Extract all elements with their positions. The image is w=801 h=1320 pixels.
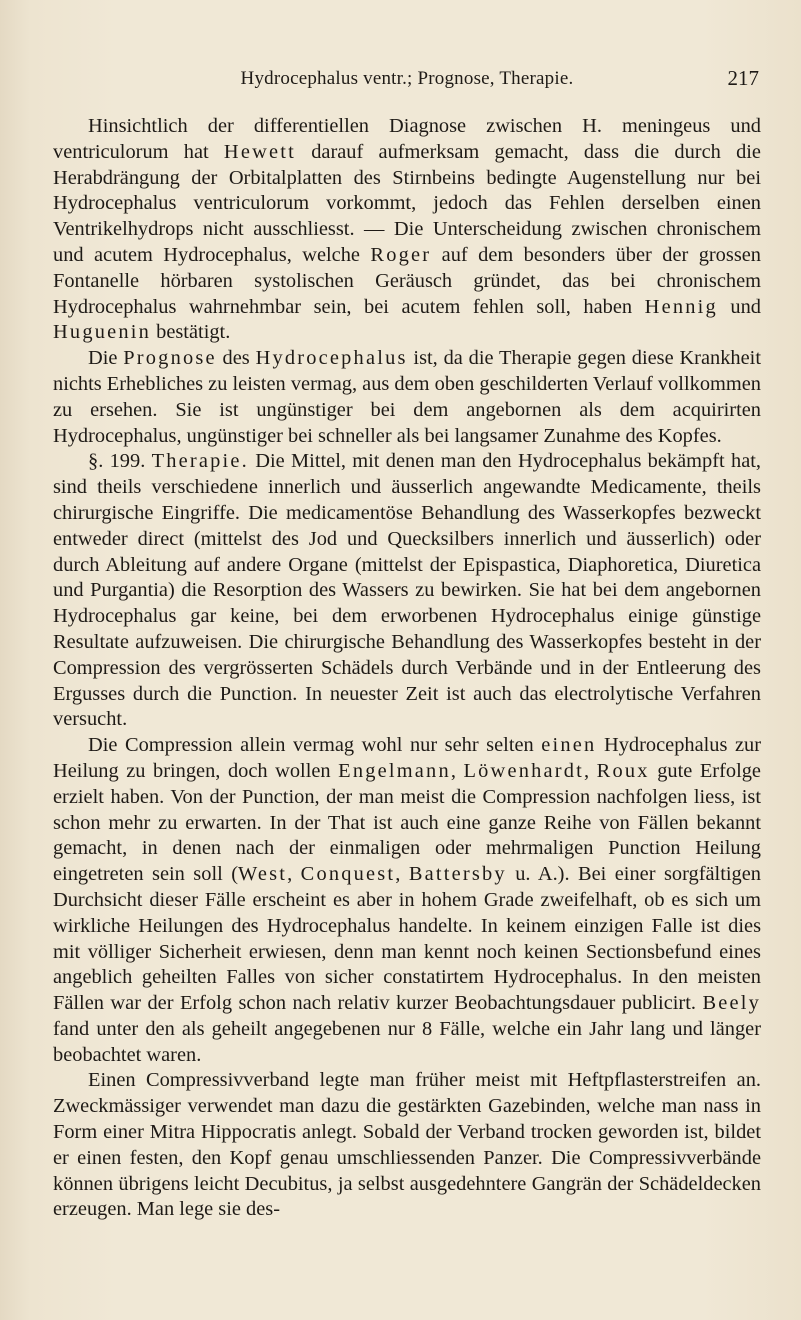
emphasized-name: Engelmann	[338, 759, 451, 782]
text-run: Hinsichtlich der differentiellen Diagnose zwischen H. meningeus und ventriculorum hat	[53, 115, 761, 163]
text-run: fand unter den als geheilt angegebenen nur 8 Fälle, welche ein Jahr lang und länger beobachtet waren.	[53, 1017, 761, 1066]
text-run: §. 199.	[88, 450, 152, 473]
text-run: und	[717, 295, 761, 318]
text-run: Die Mittel, mit denen man den Hydrocephalus bekämpft hat, sind theils verschiedene innerlich und äusserlich angewandte Medicamente, theils chirurgische Eingriffe. Die medicamentöse Behandlung des Wasserkopfes bezweckt entweder direct (mittelst des Jod und Quecksilbers innerlich und äusserlich) oder durch Ableitung auf andere Organe (mittelst der Epispastica, Diaphoretica, Diuretica und Purgantia) die Resorption des Wassers zu bewirken. Sie hat bei dem angebornen Hydrocephalus gar keine, bei dem erworbenen Hydrocephalus einige günstige Resultate aufzuweisen. Die chirurgische Behandlung des Wasserkopfes besteht in der Compression des vergrösserten Schädels durch Verbände und in der Entleerung des Ergusses durch die Punction. In neuester Zeit ist auch das electrolytische Verfahren versucht.	[53, 450, 762, 731]
paragraph-prognosis	[53, 346, 761, 449]
emphasized-name: Conquest	[300, 863, 396, 886]
text-run: darauf aufmerksam gemacht, dass die durch die Herabdrängung der Orbitalplatten des Stirnbeins bedingte Augenstellung nur bei Hydrocephalus ventriculorum vorkommt, jedoch das Fehlen derselben einen Ventrikelhydrops nicht ausschliesst. — Die Unterscheidung zwischen chronischem und acutem Hydrocephalus, welche	[53, 140, 761, 266]
text-run: gute Erfolge erzielt haben. Von der Punction, der man meist die Compression nachfolgen liess, ist schon mehr zu erwarten. In der That ist auch eine ganze Reihe von Fällen bekannt gemacht, in denen nach der einmaligen oder mehrmaligen Punction Heilung eingetreten sein soll (	[53, 759, 761, 886]
text-run: des	[216, 347, 256, 370]
emphasized-name: Beely	[702, 992, 761, 1015]
text-run: Einen Compressivverband legte man früher meist mit Heftpflasterstreifen an. Zweckmässiger verwendet man dazu die gestärkten Gazebinden, welche man nass in Form einer Mitra Hippocratis anlegt. Sobald der Verband trocken geworden ist, bildet er einen festen, den Kopf genau umschliessenden Panzer. Die Compressivverbände können übrigens leicht Decubitus, ja selbst ausgedehntere Gangrän der Schädeldecken erzeugen. Man lege sie des-	[53, 1069, 761, 1221]
paragraph-compressive-bandage	[53, 1068, 761, 1223]
body-text	[53, 114, 761, 1223]
emphasized-name: West	[238, 863, 288, 886]
paragraph-therapy	[53, 449, 761, 733]
text-run: u. A.). Bei einer sorgfältigen Durchsicht dieser Fälle erscheint es aber in hohem Grade zweifelhaft, ob es sich um wirkliche Heilungen des Hydrocephalus handelte. In keinem einzigen Falle ist dies mit völliger Sicherheit erwiesen, denn man kennt noch keinen Sectionsbefund eines angeblich geheilten Falles von sicher constatirtem Hydrocephalus. In den meisten Fällen war der Erfolg schon nach relativ kurzer Beobachtungsdauer publicirt.	[53, 863, 761, 1015]
emphasized-name: Hewett	[223, 140, 296, 163]
text-run: ,	[584, 759, 597, 782]
emphasized-name: Battersby	[408, 863, 507, 886]
running-head: Hydrocephalus ventr.; Prognose, Therapie.	[240, 68, 574, 89]
emphasized-name: Hennig	[644, 295, 718, 318]
emphasized-name: Roger	[370, 243, 432, 266]
text-run: auf dem besonders über der grossen Fontanelle hörbaren systolischen Geräusch gründet, das bei chronischem Hydrocephalus wahrnehmbar sein, bei acutem fehlen soll, haben	[53, 243, 761, 318]
page-number: 217	[727, 66, 759, 90]
emphasized-name: Prognose	[123, 347, 217, 370]
paragraph-compression	[53, 733, 761, 1068]
text-run: Hydrocephalus zur Heilung zu bringen, doch wollen	[53, 734, 761, 782]
emphasized-name: Roux	[596, 759, 650, 782]
emphasized-name: einen	[541, 734, 597, 757]
emphasized-name: Löwenhardt	[463, 759, 585, 782]
emphasized-name: Hydrocephalus	[255, 347, 408, 370]
paragraph-differential-diagnosis	[53, 114, 761, 346]
text-run: bestätigt.	[151, 321, 231, 344]
text-run: Die Compression allein vermag wohl nur sehr selten	[88, 734, 542, 757]
emphasized-name: Huguenin	[53, 321, 152, 344]
text-run: ist, da die Therapie gegen diese Krankheit nichts Erhebliches zu leisten vermag, aus dem oben geschilderten Verlauf vollkommen zu ersehen. Sie ist ungünstiger bei dem angebornen als dem acquirirten Hydrocephalus, ungünstiger bei schneller als bei langsamer Zunahme des Kopfes.	[53, 347, 761, 447]
text-run: ,	[450, 759, 464, 782]
text-run: ,	[395, 863, 409, 886]
text-run: Die	[88, 347, 124, 370]
text-run: ,	[287, 863, 301, 886]
page-header	[53, 58, 761, 98]
emphasized-name: Therapie.	[151, 450, 249, 473]
